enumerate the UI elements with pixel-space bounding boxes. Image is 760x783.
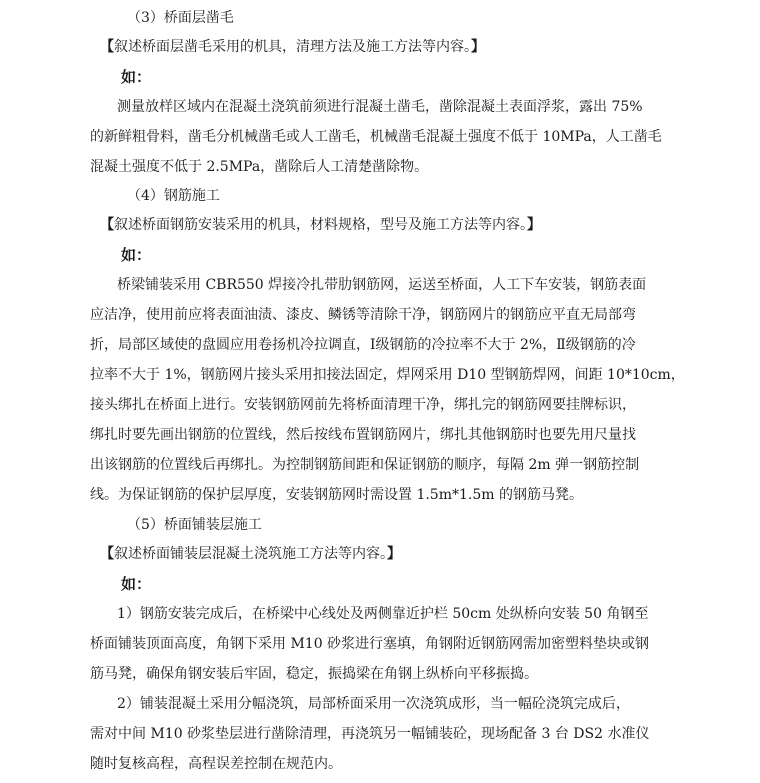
bracket-close: 】 — [387, 546, 401, 562]
bracket-open: 【 — [100, 217, 114, 233]
section-5-example-label: 如： — [121, 575, 152, 593]
section-3-instruction — [0, 36, 760, 56]
section-4-heading: （4）钢筋施工 — [127, 188, 220, 204]
paragraph-line: 2）铺装混凝土采用分幅浇筑，局部桥面采用一次浇筑成形，当一幅砼浇筑完成后， — [117, 696, 630, 712]
bracket-close: 】 — [471, 39, 485, 55]
instruction-text: 叙述桥面层凿毛采用的机具，清理方法及施工方法等内容。 — [114, 39, 471, 55]
section-5-instruction — [0, 543, 760, 563]
paragraph-line: 接头绑扎在桥面上进行。安装钢筋网前先将桥面清理干净，绑扎完的钢筋网要挂牌标识， — [90, 397, 636, 413]
paragraph-line: 拉率不大于 1%，钢筋网片接头采用扣接法固定，焊网采用 D10 型钢筋焊网，间距 10*10cm， — [90, 367, 685, 383]
paragraph-line: 筋马凳，确保角钢安装后牢固，稳定，振捣梁在角钢上纵桥向平移振捣。 — [90, 666, 538, 682]
paragraph-line: 桥面铺装顶面高度，角钢下采用 M10 砂浆进行塞填，角钢附近钢筋网需加密塑料垫块或钢 — [90, 636, 650, 652]
paragraph-line: 应洁净，使用前应将表面油渍、漆皮、鳞锈等清除干净，钢筋网片的钢筋应平直无局部弯 — [90, 307, 636, 323]
paragraph-line: 混凝土强度不低于 2.5MPa，凿除后人工清楚凿除物。 — [90, 159, 429, 175]
bracket-close: 】 — [527, 217, 541, 233]
instruction-text: 叙述桥面钢筋安装采用的机具，材料规格，型号及施工方法等内容。 — [114, 217, 527, 233]
section-5-heading: （5）桥面铺装层施工 — [127, 517, 262, 533]
paragraph-line: 1）钢筋安装完成后，在桥梁中心线处及两侧靠近护栏 50cm 处纵桥向安装 50 角钢至 — [117, 606, 649, 622]
paragraph-line: 需对中间 M10 砂浆垫层进行凿除清理，再浇筑另一幅铺装砼，现场配备 3 台 DS2 水准仪 — [90, 726, 650, 742]
paragraph-line: 桥梁铺装采用 CBR550 焊接冷扎带肋钢筋网，运送至桥面，人工下车安装，钢筋表面 — [117, 277, 647, 293]
section-3-example-label: 如： — [121, 68, 152, 86]
section-3-heading: （3）桥面层凿毛 — [127, 10, 234, 26]
paragraph-line: 出该钢筋的位置线后再绑扎。为控制钢筋间距和保证钢筋的顺序，每隔 2m 弹一钢筋控制 — [90, 457, 640, 473]
paragraph-line: 的新鲜粗骨料，凿毛分机械凿毛或人工凿毛，机械凿毛混凝土强度不低于 10MPa，人工凿毛 — [90, 129, 662, 145]
paragraph-line: 线。为保证钢筋的保护层厚度，安装钢筋网时需设置 1.5m*1.5m 的钢筋马凳。 — [90, 487, 583, 503]
paragraph-line: 绑扎时要先画出钢筋的位置线，然后按线布置钢筋网片，绑扎其他钢筋时也要先用尺量找 — [90, 427, 636, 443]
paragraph-line: 测量放样区域内在混凝土浇筑前须进行混凝土凿毛，凿除混凝土表面浮浆，露出 75% — [117, 99, 643, 115]
paragraph-line: 折，局部区域使的盘圆应用卷扬机冷拉调直，Ⅰ级钢筋的冷拉率不大于 2%，Ⅱ级钢筋的冷 — [90, 337, 636, 353]
instruction-text: 叙述桥面铺装层混凝土浇筑施工方法等内容。 — [114, 546, 387, 562]
paragraph-line: 随时复核高程，高程误差控制在规范内。 — [90, 756, 342, 772]
section-4-instruction — [0, 214, 760, 234]
bracket-open: 【 — [100, 39, 114, 55]
section-4-example-label: 如： — [121, 246, 152, 264]
bracket-open: 【 — [100, 546, 114, 562]
